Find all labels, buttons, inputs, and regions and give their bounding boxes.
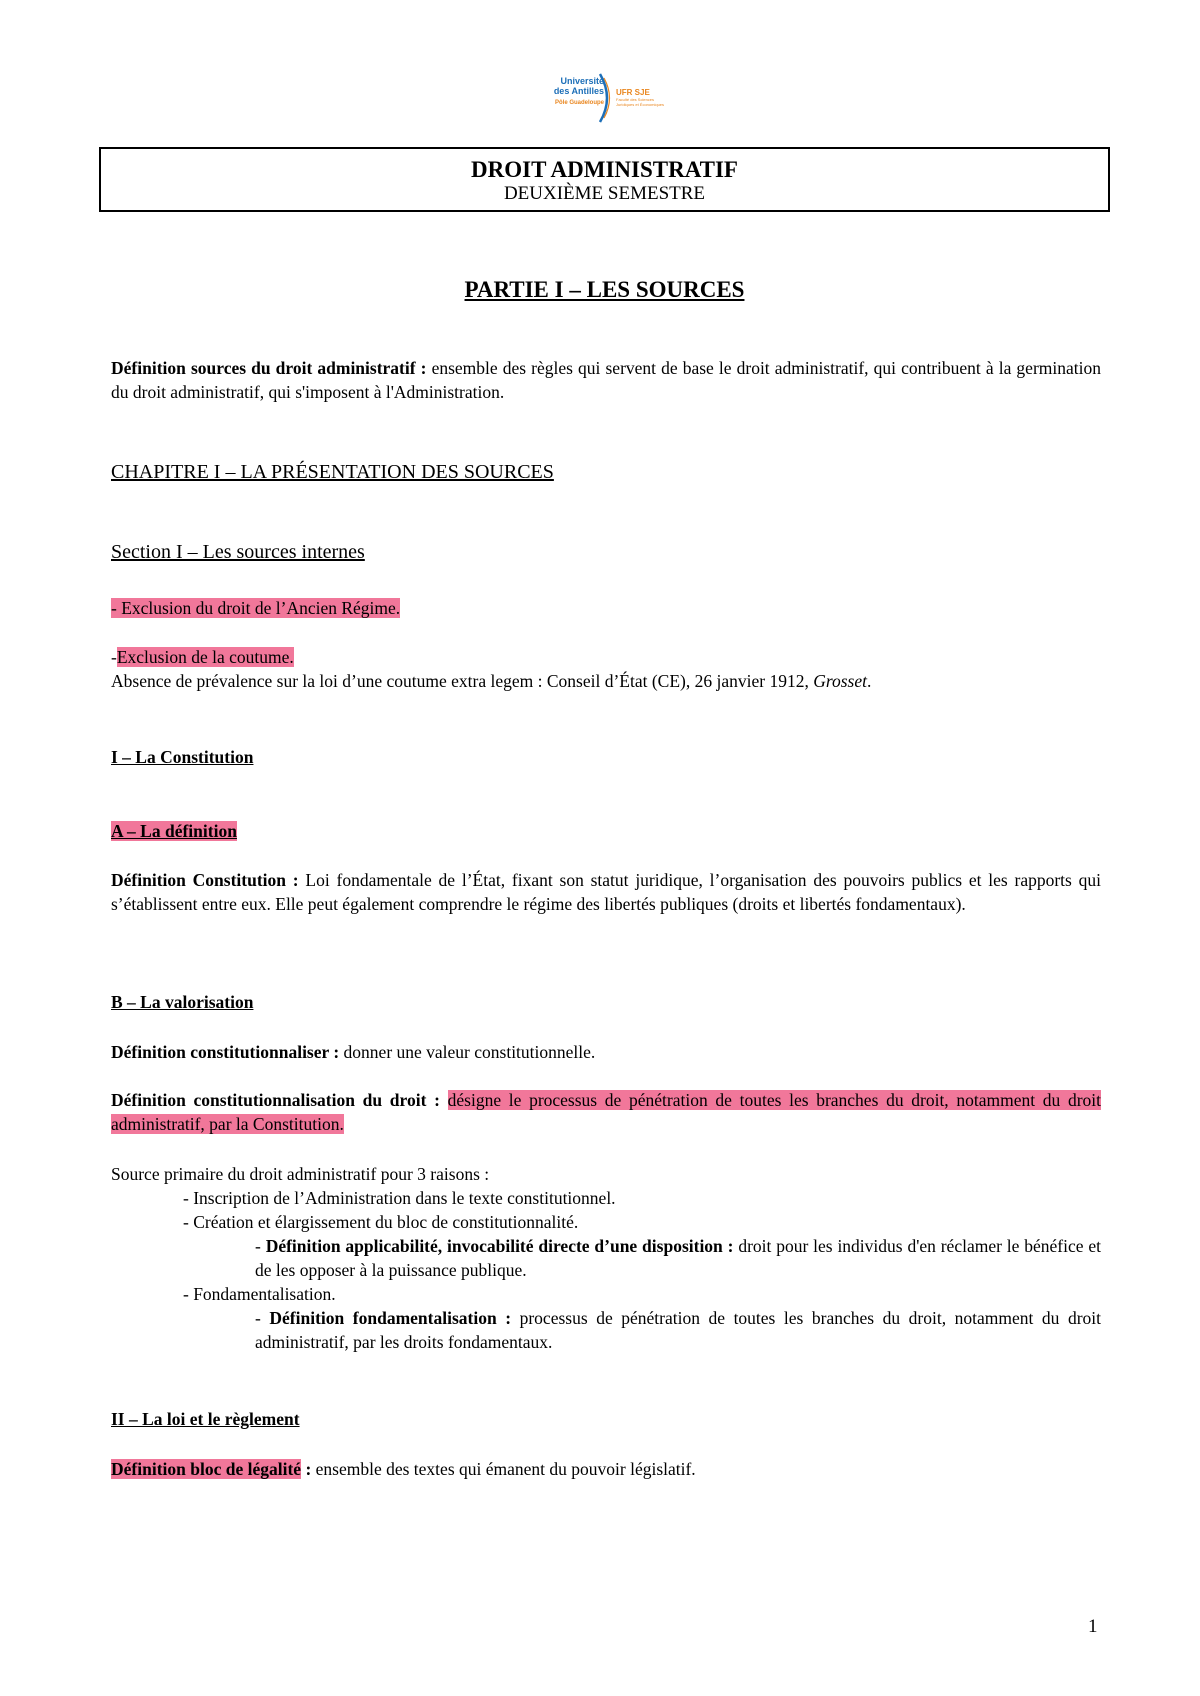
highlighted-text: - Exclusion du droit de l’Ancien Régime.	[111, 598, 401, 618]
definition-term: Définition fondamentalisation :	[269, 1308, 512, 1328]
page-number: 1	[1088, 1616, 1098, 1637]
logo-arc-icon	[596, 72, 616, 124]
definition-term: Définition applicabilité, invocabilité directe d’une disposition :	[265, 1236, 734, 1256]
definition-term: Définition bloc de légalité	[111, 1459, 302, 1479]
document-title: DROIT ADMINISTRATIF	[471, 157, 738, 182]
definition-term: Définition sources du droit administratif :	[111, 358, 427, 378]
definition-text: ensemble des textes qui émanent du pouvoir législatif.	[311, 1459, 696, 1479]
list-item: - Inscription de l’Administration dans le texte constitutionnel.	[183, 1188, 616, 1208]
source-primaire-intro: Source primaire du droit administratif pour 3 raisons :	[111, 1164, 490, 1184]
title-box	[99, 147, 1110, 212]
definition-term: Définition constitutionnalisation du droit :	[111, 1090, 440, 1110]
definition-bloc-legalite-paragraph: Définition bloc de légalité : ensemble des textes qui émanent du pouvoir législatif.	[111, 1459, 696, 1479]
definition-term: Définition constitutionnaliser :	[111, 1042, 340, 1062]
definition-text: droit pour les individus d'en réclamer le bénéfice et de les opposer à la puissance publique.	[255, 1236, 1101, 1280]
definition-text: donner une valeur constitutionnelle.	[339, 1042, 596, 1062]
sub-list-item: - Définition applicabilité, invocabilité directe d’une disposition : droit pour les individus d'en réclamer le bénéfice et de les opposer à la puissance publique.	[255, 1236, 1101, 1280]
loi-heading: II – La loi et le règlement	[111, 1409, 300, 1429]
source-primaire-block	[111, 1162, 1101, 1354]
chapter-title: CHAPITRE I – LA PRÉSENTATION DES SOURCES	[111, 461, 554, 483]
definition-heading: A – La définition	[111, 821, 237, 841]
definition-term: Définition Constitution :	[111, 870, 299, 890]
valorisation-heading: B – La valorisation	[111, 992, 254, 1012]
document-subtitle: DEUXIÈME SEMESTRE	[503, 183, 706, 204]
definition-text: ensemble des règles qui servent de base le droit administratif, qui contribuent à la germination du droit administratif, qui s'imposent à l'Administration.	[111, 358, 1101, 402]
highlighted-text: désigne le processus de pénétration de toutes les branches du droit, notamment du droit administratif, par la Constitution.	[111, 1090, 1102, 1134]
sub-list-item: - Définition fondamentalisation : processus de pénétration de toutes les branches du droit, notamment du droit administratif, par les droits fondamentaux.	[255, 1308, 1101, 1352]
definition-heading-wrap	[111, 819, 1101, 843]
highlighted-text: Exclusion de la coutume.	[116, 647, 294, 667]
definition-constitution-paragraph	[111, 868, 1101, 916]
coutume-note: Absence de prévalence sur la loi d’une coutume extra legem : Conseil d’État (CE), 26 janvier 1912, Grosset.	[111, 671, 872, 691]
case-name: Grosset	[813, 671, 868, 691]
exclusion-ancien-regime	[111, 596, 1101, 620]
section-title: Section I – Les sources internes	[111, 541, 365, 563]
definition-constitutionnalisation-paragraph	[111, 1088, 1101, 1136]
list-item: - Fondamentalisation.	[183, 1284, 336, 1304]
university-logo	[546, 72, 676, 124]
list-item: - Création et élargissement du bloc de constitutionnalité.	[183, 1212, 579, 1232]
definition-constitutionnaliser-paragraph	[111, 1040, 1101, 1064]
university-name: Université des Antilles Pôle Guadeloupe	[553, 76, 604, 106]
definition-text: Loi fondamentale de l’État, fixant son statut juridique, l’organisation des pouvoirs publics et les rapports qui s’établissent entre eux. Elle peut également comprendre le régime des libertés publiques (droits et libertés fondamentaux).	[111, 870, 1102, 914]
part-title: PARTIE I – LES SOURCES	[464, 277, 745, 302]
definition-sources-paragraph	[111, 356, 1101, 404]
definition-text: processus de pénétration de toutes les branches du droit, notamment du droit administratif, par les droits fondamentaux.	[255, 1308, 1101, 1352]
ufr-label: UFR SJE Faculté des Sciences Juridiques et Économiques	[616, 88, 665, 107]
constitution-heading: I – La Constitution	[111, 747, 254, 767]
exclusion-coutume: -Exclusion de la coutume.	[111, 647, 294, 667]
